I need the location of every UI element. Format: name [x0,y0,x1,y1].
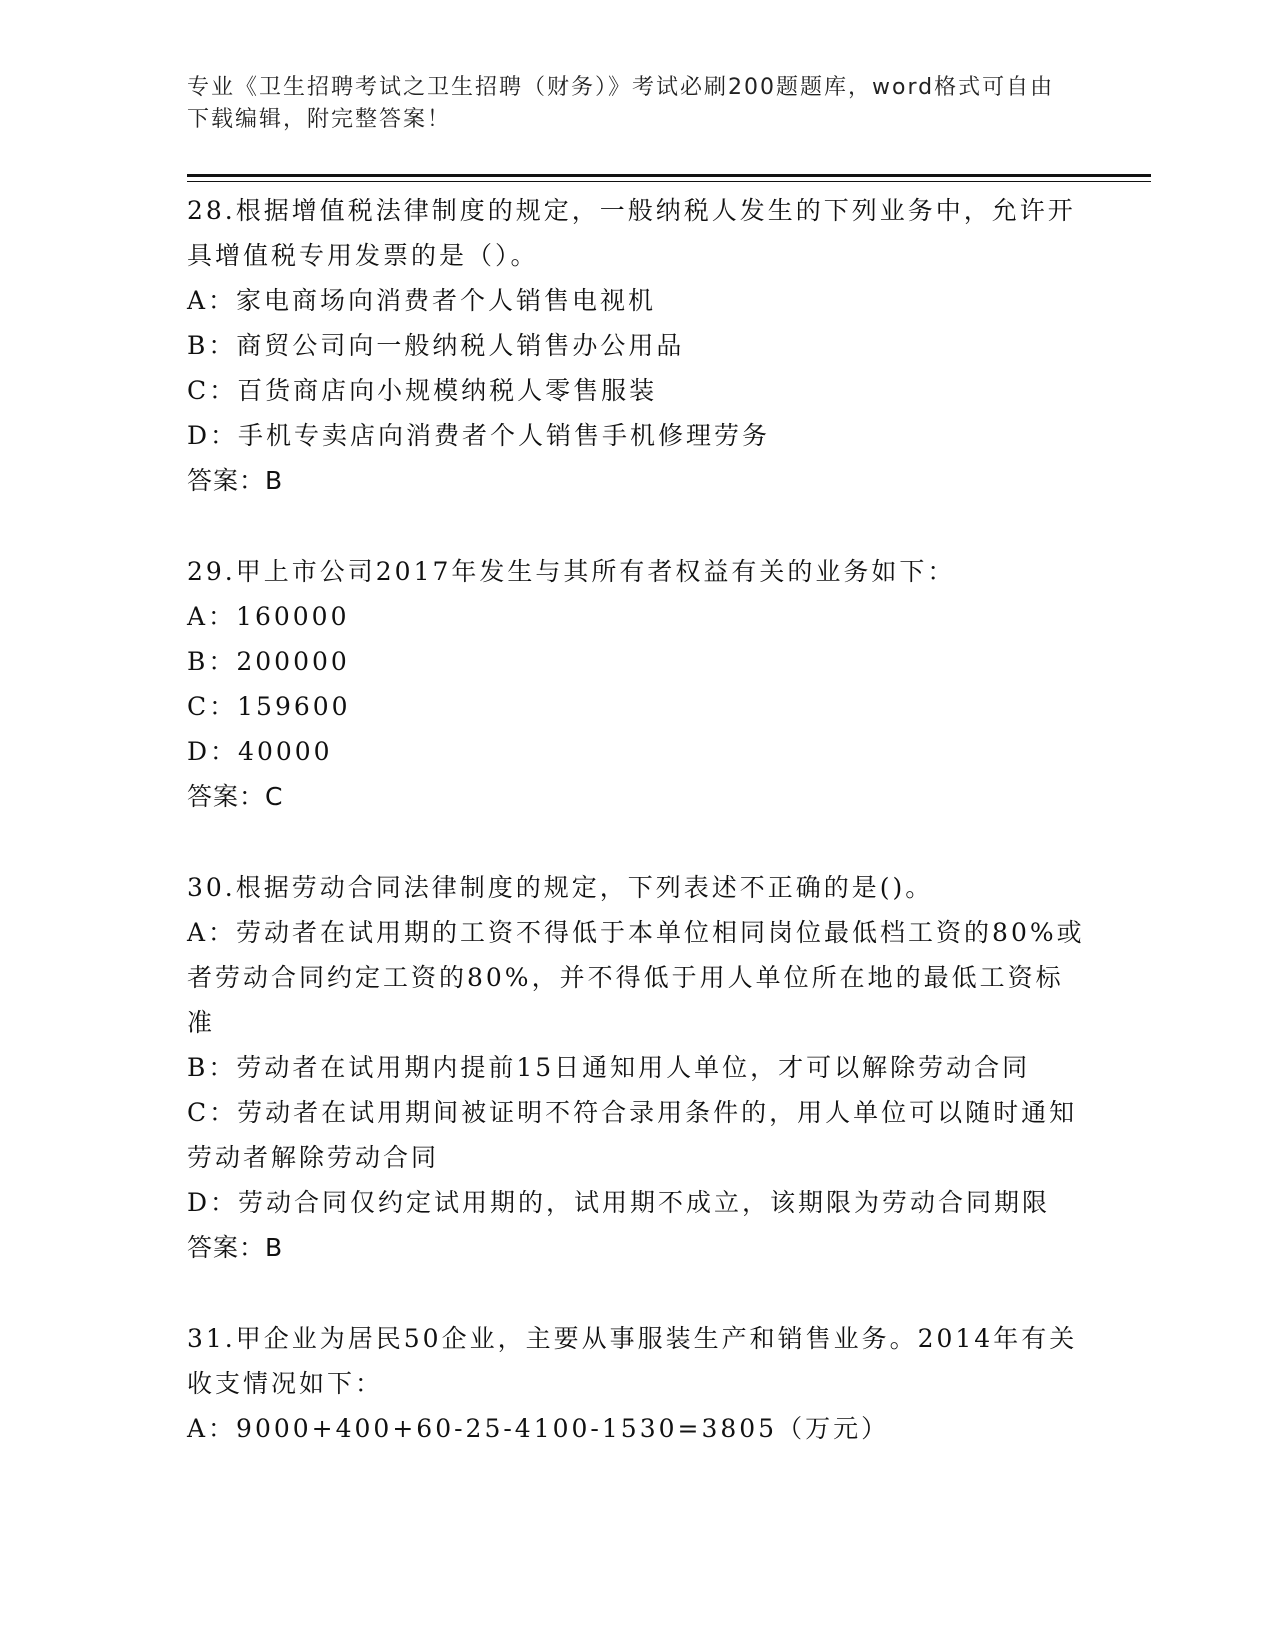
option-a: A：160000 [187,602,350,631]
option-b: B：劳动者在试用期内提前15日通知用人单位，才可以解除劳动合同 [187,1053,1031,1082]
option-c: C：百货商店向小规模纳税人零售服装 [187,376,658,405]
header-divider-thin [187,181,1151,182]
question-stem: 28.根据增值税法律制度的规定，一般纳税人发生的下列业务中，允许开具增值税专用发票的是（）。 [187,196,1076,270]
question-block [187,865,1087,1270]
question-stem: 29.甲上市公司2017年发生与其所有者权益有关的业务如下： [187,557,956,586]
option-c: C：159600 [187,692,351,721]
question-stem: 30.根据劳动合同法律制度的规定，下列表述不正确的是()。 [187,873,934,902]
header-divider-thick [187,174,1151,177]
document-header: 专业《卫生招聘考试之卫生招聘（财务）》考试必刷200题题库，word格式可自由下载编辑，附完整答案！ [187,75,1055,132]
answer-text: 答案：C [187,782,284,811]
option-a: A：9000+400+60-25-4100-1530=3805（万元） [187,1414,890,1443]
option-d: D：劳动合同仅约定试用期的，试用期不成立，该期限为劳动合同期限 [187,1188,1051,1217]
question-list [187,188,1087,1451]
option-a: A：家电商场向消费者个人销售电视机 [187,286,657,315]
answer-text: 答案：B [187,1233,284,1262]
option-b: B：200000 [187,647,350,676]
option-b: B：商贸公司向一般纳税人销售办公用品 [187,331,685,360]
option-c: C：劳动者在试用期间被证明不符合录用条件的，用人单位可以随时通知劳动者解除劳动合同 [187,1098,1078,1172]
question-block [187,1316,1087,1451]
option-d: D：40000 [187,737,333,766]
question-block [187,188,1087,503]
option-d: D：手机专卖店向消费者个人销售手机修理劳务 [187,421,771,450]
answer-text: 答案：B [187,466,284,495]
question-block [187,549,1087,819]
option-a: A：劳动者在试用期的工资不得低于本单位相同岗位最低档工资的80%或者劳动合同约定工资的80%，并不得低于用人单位所在地的最低工资标准 [187,918,1085,1037]
question-stem: 31.甲企业为居民50企业，主要从事服装生产和销售业务。2014年有关收支情况如下： [187,1324,1078,1398]
